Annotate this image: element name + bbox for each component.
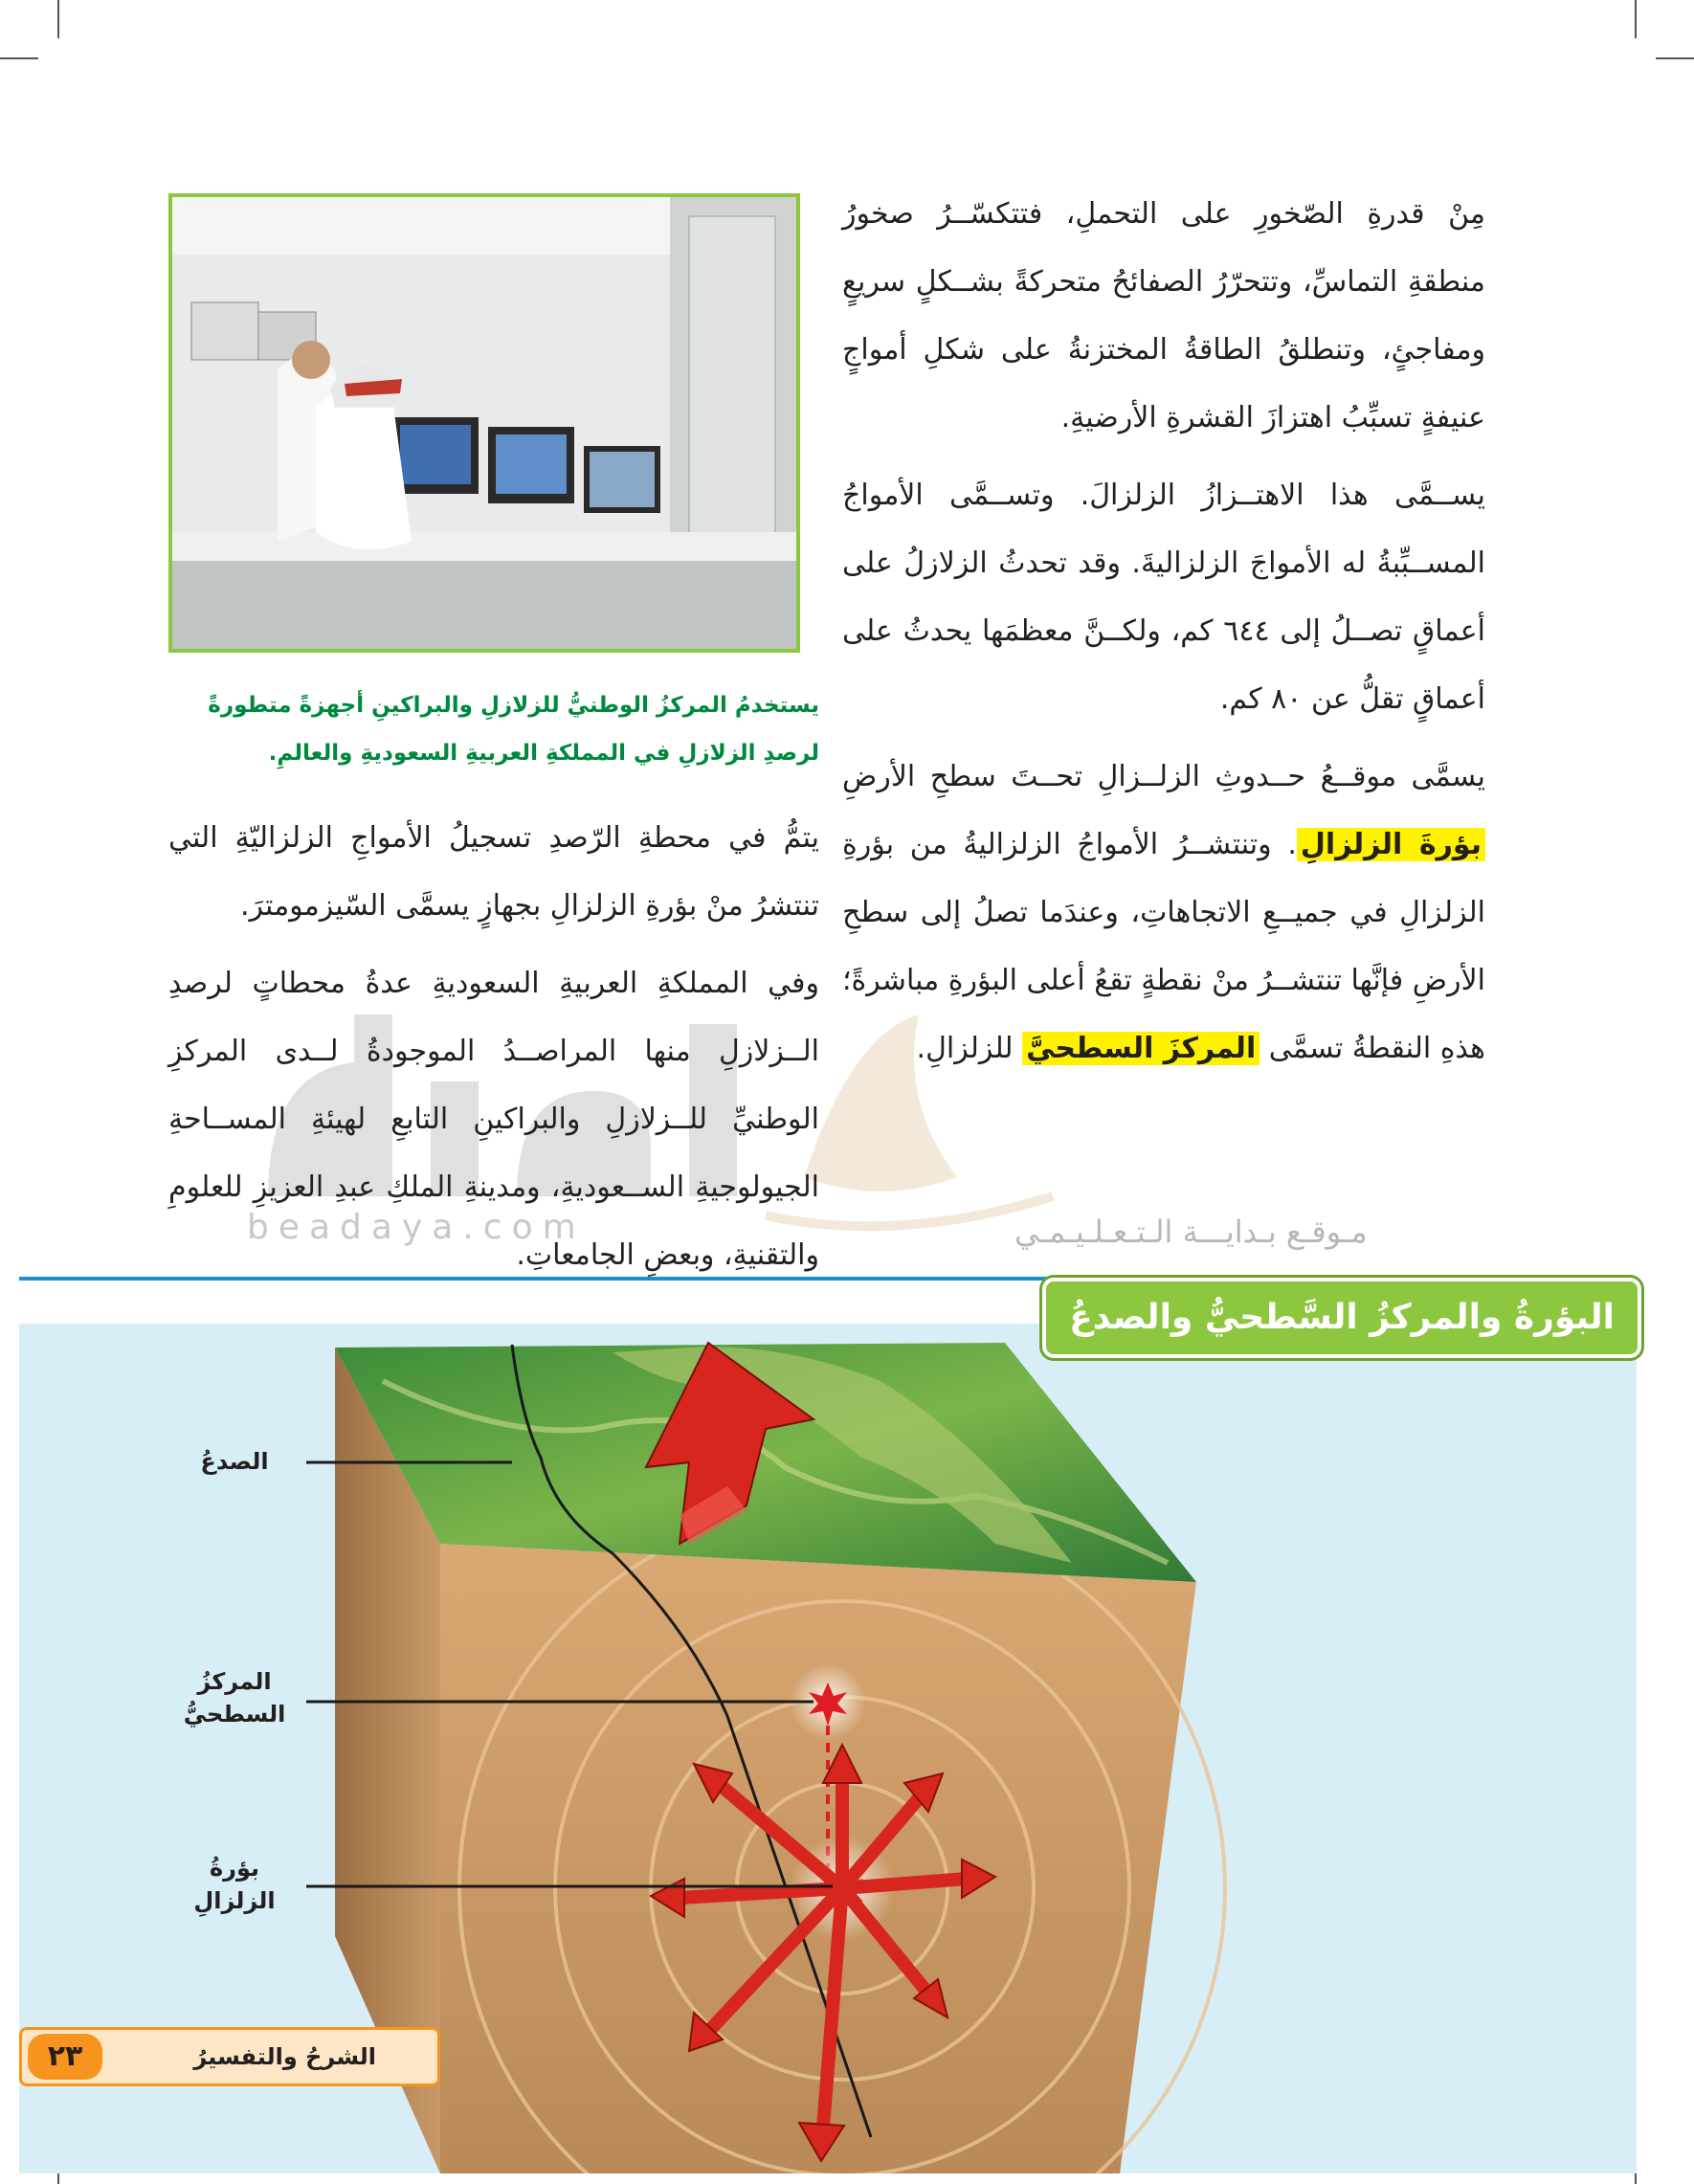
crop-mark [57,0,59,38]
crop-mark [1635,0,1637,38]
control-room-illustration [172,197,796,649]
paragraph-part: يسمَّى موقــعُ حــدوثِ الزلــزالِ تحــتَ سطحِ الأرضِ [842,760,1485,793]
section-name: الشرحُ والتفسيرُ [193,2043,376,2070]
photo-caption: يستخدمُ المركزُ الوطنيُّ للزلازلِ والبراكينِ أجهزةً متطورةً لرصدِ الزلازلِ في المملكةِ العربيةِ السعوديةِ والعالمِ. [208,693,819,766]
label-epicenter [182,1665,287,1730]
body-text-left [168,804,819,1299]
label-focus-line2: الزلزالِ [193,1887,276,1914]
body-text-right [842,180,1485,1092]
paragraph-part: . وتنتشــرُ الأمواجُ الزلزاليةُ من بؤرةِ الزلزالِ في جميــعِ الاتجاهاتِ، وعندَما تصلُ إلى سطحِ الأرضِ فإنَّها تنتشــرُ منْ نقطةٍ تقعُ أعلى البؤرةِ مباشرةً؛ هذهِ النقطةُ تسمَّى [842,828,1485,1065]
label-focus-line1: بؤرةُ [209,1855,260,1882]
label-focus [182,1852,287,1917]
label-epicenter-line2: السطحيُّ [183,1701,286,1727]
figure-title: البؤرةُ والمركزُ السَّطحيُّ والصدعُ [1042,1278,1641,1358]
seismic-center-photo [168,193,800,653]
paragraph-saudi-stations: وفي المملكةِ العربيةِ السعوديةِ عدةُ محطاتٍ لرصدِ الــزلازلِ منها المراصــدُ الموجودةُ لــدى المركزِ الوطنيِّ للــزلازلِ والبراكينِ التابعِ لهيئةِ المســاحةِ الجيولوجيةِ الســعوديةِ، ومدينةِ الملكِ عبدِ العزيزِ للعلومِ والتقنيةِ، وبعضِ الجامعاتِ. [168,967,819,1272]
watermark-url: beadaya.com [247,1208,586,1247]
paragraph-rock-stress: مِنْ قدرةِ الصّخورِ على التحملِ، فتتكسّــرُ صخورُ منطقةِ التماسِّ، وتتحرّرُ الصفائحُ متحركةً بشــكلٍ سريعٍ ومفاجئٍ، وتنطلقُ الطاقةُ المختزنةُ على شكلِ أمواجٍ عنيفةٍ تسبِّبُ اهتزازَ القشرةِ الأرضيةِ. [842,197,1485,435]
paragraph-seismometer: يتمُّ في محطةِ الرّصدِ تسجيلُ الأمواجِ الزلزاليّةِ التي تنتشرُ منْ بؤرةِ الزلزالِ بجهازٍ يسمَّى السّيزمومترَ. [168,821,819,923]
page-number: ٢٣ [28,2034,102,2080]
crop-mark [1656,57,1694,59]
label-epicenter-line1: المركزُ [197,1668,272,1695]
term-focus: بؤرةَ الزلزالِ [1297,828,1485,861]
paragraph-part: للزلزالِ. [916,1032,1014,1065]
paragraph-earthquake-definition: يســمَّى هذا الاهتــزازُ الزلزالَ. وتســمَّى الأمواجُ المســبِّبةُ له الأمواجَ الزلزاليةَ. وقد تحدثُ الزلازلُ على أعماقٍ تصــلُ إلى ٦٤٤ كم، ولكــنَّ معظمَها يحدثُ على أعماقٍ تقلُّ عن ٨٠ كم. [842,479,1485,716]
paragraph-focus-epicenter [842,743,1485,1082]
term-epicenter: المركزَ السطحيَّ [1022,1032,1259,1065]
label-fault: الصدعُ [200,1448,269,1475]
watermark-tagline: مـوقـع بـدايـــة الـتـعـلـيـمـي [1014,1214,1368,1250]
page-footer [19,2027,440,2086]
crop-mark [0,57,38,59]
